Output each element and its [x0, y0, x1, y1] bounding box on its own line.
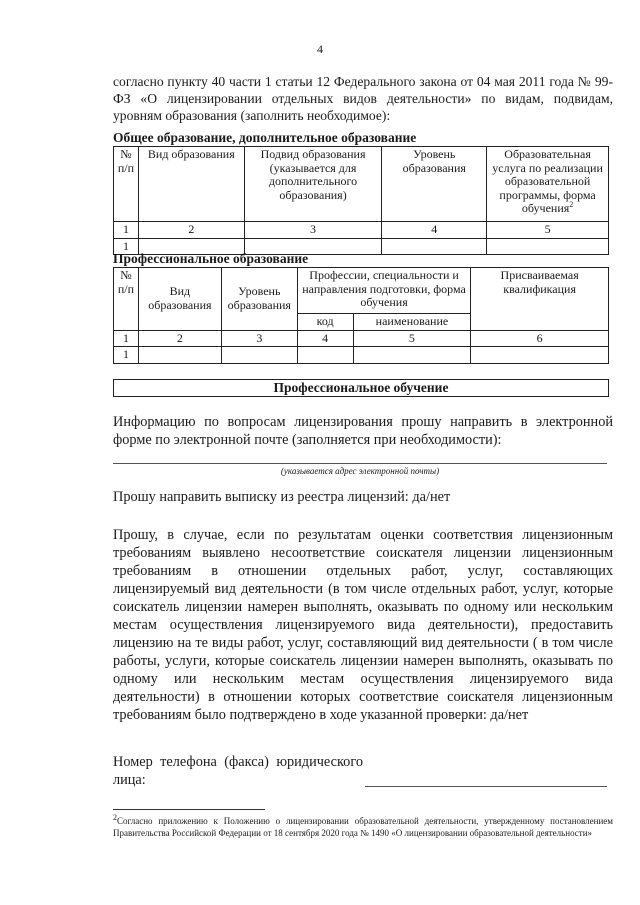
professional-education-table: [113, 267, 609, 364]
table-cell[interactable]: [138, 347, 221, 364]
table-cell: 6: [471, 330, 609, 347]
header-cell: код: [297, 314, 353, 331]
professional-training-box: Профессиональное обучение: [113, 379, 609, 397]
table-cell: 2: [138, 330, 221, 347]
table-cell: 2: [138, 222, 244, 239]
email-input-line[interactable]: [113, 463, 607, 464]
header-cell: Подвид образования (указывается для дополнительного образования): [244, 147, 382, 222]
page-number: 4: [317, 42, 323, 56]
table-cell[interactable]: [382, 238, 487, 255]
intro-text: согласно пункту 40 части 1 статьи 12 Федерального закона от 04 мая 2011 года № 99-ФЗ «О лицензировании отдельных видов деятельности» по видам, подвидам, уровням образования (заполнить необходимое):: [113, 74, 613, 123]
table-cell: 1: [114, 238, 139, 255]
table-cell: 4: [382, 222, 487, 239]
header-cell: Вид образования: [138, 147, 244, 222]
license-request-text: Прошу, в случае, если по результатам оценки соответствия лицензионным требованиям выявлено несоответствие соискателя лицензии лицензионным требованиям в отношении отдельных работ, услуг, составляющих лицензируемый вид деятельности (в том числе отдельных работ, услуг, которые соискатель лицензии намерен выполнять, оказывать по одному или нескольким местам осуществления лицензируемого вида деятельности), предоставить лицензию на те виды работ, услуг, составляющий вид деятельности ( в том числе работы, услуги, которые соискатель лицензии намерен выполнять, оказывать по одному или нескольким местам осуществления лицензируемого вида деятельности) в отношении которых соответствие соискателя лицензионным требованиям было подтверждено в ходе указанной проверки: да/нет: [113, 527, 613, 723]
table-header-row: [114, 268, 609, 314]
email-hint: (указывается адрес электронной почты): [280, 466, 440, 476]
header-cell: Профессии, специальности и направления подготовки, форма обучения: [297, 268, 471, 314]
table-cell[interactable]: [297, 347, 353, 364]
header-cell: Вид образования: [138, 268, 221, 331]
table-header-row: [114, 147, 609, 222]
general-education-table: [113, 146, 609, 255]
table-cell: 4: [297, 330, 353, 347]
header-cell: наименование: [353, 314, 471, 331]
header-cell: Присваиваемая квалификация: [471, 268, 609, 331]
footnote-mark: 2: [113, 813, 117, 822]
phone-label: Номер телефона (факса) юридического лица:: [113, 754, 363, 788]
extract-request-text: Прошу направить выписку из реестра лицензий: да/нет: [113, 489, 451, 505]
table-cell[interactable]: [353, 347, 471, 364]
footnote-reference: 2: [569, 200, 574, 209]
professional-education-heading: Профессиональное образование: [113, 251, 309, 266]
table-cell[interactable]: [487, 238, 609, 255]
table-cell: 5: [487, 222, 609, 239]
column-number-row: [114, 222, 609, 239]
table-cell: 1: [114, 330, 139, 347]
general-education-heading: Общее образование, дополнительное образование: [113, 130, 417, 145]
header-cell: Уровень образования: [382, 147, 487, 222]
header-cell: № п/п: [114, 147, 139, 222]
table-cell[interactable]: [471, 347, 609, 364]
column-number-row: [114, 330, 609, 347]
header-cell-text: Образовательная услуга по реализации образовательной программы, форма обучения: [492, 147, 603, 215]
footnote-separator: [113, 809, 265, 810]
table-cell[interactable]: [221, 347, 297, 364]
table-row: [114, 347, 609, 364]
table-cell: 5: [353, 330, 471, 347]
header-cell: [487, 147, 609, 222]
table-cell: 3: [221, 330, 297, 347]
header-cell: № п/п: [114, 268, 139, 331]
table-cell: 1: [114, 222, 139, 239]
header-cell: Уровень образования: [221, 268, 297, 331]
info-request-text: Информацию по вопросам лицензирования прошу направить в электронной форме по электронной почте (заполняется при необходимости):: [113, 414, 613, 448]
footnote-text: Согласно приложению к Положению о лицензировании образовательной деятельности, утвержденному постановлением Правительства Российской Федерации от 18 сентября 2020 года № 1490 «О лицензировании образовательной деятельности»: [113, 816, 613, 838]
phone-input-line[interactable]: [365, 786, 607, 787]
table-cell: 3: [244, 222, 382, 239]
footnote: [113, 813, 613, 839]
table-cell: 1: [114, 347, 139, 364]
